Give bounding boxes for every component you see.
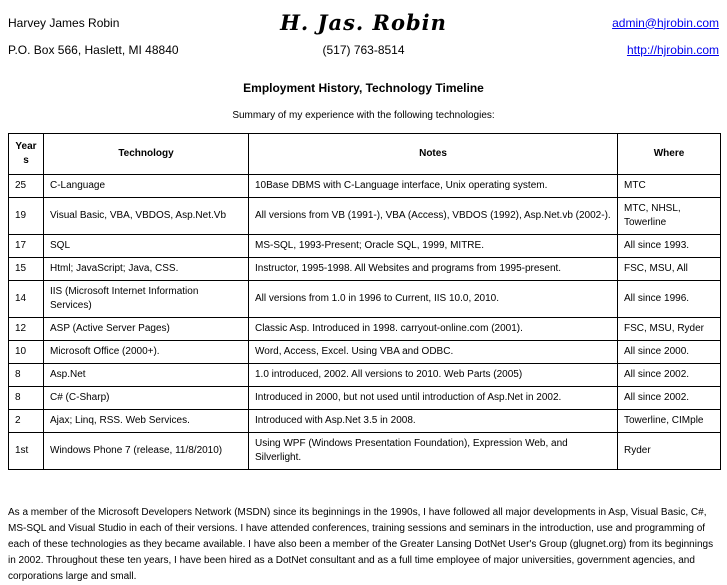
- cell-technology: Microsoft Office (2000+).: [44, 341, 249, 364]
- column-header-notes: Notes: [249, 134, 618, 175]
- contact-address: P.O. Box 566, Haslett, MI 48840: [8, 43, 179, 57]
- cell-notes: 10Base DBMS with C-Language interface, Unix operating system.: [249, 175, 618, 198]
- cell-technology: C# (C-Sharp): [44, 387, 249, 410]
- column-header-where: Where: [618, 134, 721, 175]
- cell-years: 10: [9, 341, 44, 364]
- cell-notes: MS-SQL, 1993-Present; Oracle SQL, 1999, MITRE.: [249, 235, 618, 258]
- table-header-row: [9, 134, 721, 175]
- table-row: [9, 198, 721, 235]
- cell-notes: Instructor, 1995-1998. All Websites and programs from 1995-present.: [249, 258, 618, 281]
- cell-years: 25: [9, 175, 44, 198]
- header-row-1: [8, 10, 719, 35]
- table-row: [9, 341, 721, 364]
- website-link[interactable]: http://hjrobin.com: [626, 43, 719, 57]
- header-row-2: [8, 43, 719, 57]
- cell-technology: SQL: [44, 235, 249, 258]
- cell-technology: Html; JavaScript; Java, CSS.: [44, 258, 249, 281]
- cell-technology: Visual Basic, VBA, VBDOS, Asp.Net.Vb: [44, 198, 249, 235]
- cell-years: 19: [9, 198, 44, 235]
- cell-notes: All versions from 1.0 in 1996 to Current, IIS 10.0, 2010.: [249, 281, 618, 318]
- column-header-technology: Technology: [44, 134, 249, 175]
- cell-technology: Asp.Net: [44, 364, 249, 387]
- cell-technology: Ajax; Linq, RSS. Web Services.: [44, 410, 249, 433]
- table-row: [9, 410, 721, 433]
- email-link[interactable]: admin@hjrobin.com: [612, 15, 719, 30]
- cell-notes: Using WPF (Windows Presentation Foundation), Expression Web, and Silverlight.: [249, 433, 618, 470]
- table-row: [9, 364, 721, 387]
- cell-where: All since 2002.: [618, 387, 721, 410]
- technology-table: [8, 133, 721, 470]
- table-row: [9, 433, 721, 470]
- cell-notes: All versions from VB (1991-), VBA (Access), VBDOS (1992), Asp.Net.vb (2002-).: [249, 198, 618, 235]
- cell-notes: Introduced in 2000, but not used until introduction of Asp.Net in 2002.: [249, 387, 618, 410]
- cell-technology: IIS (Microsoft Internet Information Services): [44, 281, 249, 318]
- table-row: [9, 235, 721, 258]
- cell-where: Towerline, CIMple: [618, 410, 721, 433]
- column-header-years: Years: [9, 134, 44, 175]
- cell-technology: ASP (Active Server Pages): [44, 318, 249, 341]
- table-row: [9, 318, 721, 341]
- contact-phone: (517) 763-8514: [322, 43, 405, 57]
- cell-where: FSC, MSU, All: [618, 258, 721, 281]
- signature: H. Jas. Robin: [280, 10, 447, 35]
- cell-where: FSC, MSU, Ryder: [618, 318, 721, 341]
- cell-years: 14: [9, 281, 44, 318]
- cell-notes: 1.0 introduced, 2002. All versions to 2010. Web Parts (2005): [249, 364, 618, 387]
- cell-where: MTC, NHSL, Towerline: [618, 198, 721, 235]
- table-row: [9, 258, 721, 281]
- cell-years: 1st: [9, 433, 44, 470]
- cell-where: All since 1993.: [618, 235, 721, 258]
- cell-years: 2: [9, 410, 44, 433]
- cell-technology: Windows Phone 7 (release, 11/8/2010): [44, 433, 249, 470]
- table-body: [9, 175, 721, 470]
- summary-paragraph: As a member of the Microsoft Developers Network (MSDN) since its beginnings in the 1990s, I have followed all major developments in Asp, Visual Basic, C#, MS-SQL and Visual Studio in each of their versions. I have attended conferences, training sessions and seminars in the introduction, use and programming of each of these technologies as they became available. I have also been a member of the Greater Lansing DotNet User's Group (glugnet.org) from its beginnings in 2002. Throughout these ten years, I have been hired as a DotNet consultant and as a full time employee of major universities, government agencies, and corporations large and small.: [8, 507, 714, 582]
- table-row: [9, 175, 721, 198]
- cell-where: Ryder: [618, 433, 721, 470]
- cell-where: MTC: [618, 175, 721, 198]
- cell-where: All since 1996.: [618, 281, 721, 318]
- cell-notes: Word, Access, Excel. Using VBA and ODBC.: [249, 341, 618, 364]
- cell-years: 8: [9, 364, 44, 387]
- page-title: Employment History, Technology Timeline: [243, 81, 484, 95]
- cell-technology: C-Language: [44, 175, 249, 198]
- table-row: [9, 387, 721, 410]
- cell-years: 8: [9, 387, 44, 410]
- table-row: [9, 281, 721, 318]
- page-subtitle: Summary of my experience with the following technologies:: [232, 110, 495, 121]
- header: [8, 10, 719, 57]
- cell-where: All since 2002.: [618, 364, 721, 387]
- cell-where: All since 2000.: [618, 341, 721, 364]
- cell-years: 17: [9, 235, 44, 258]
- cell-notes: Classic Asp. Introduced in 1998. carryout-online.com (2001).: [249, 318, 618, 341]
- cell-notes: Introduced with Asp.Net 3.5 in 2008.: [249, 410, 618, 433]
- contact-name: Harvey James Robin: [8, 15, 120, 30]
- cell-years: 12: [9, 318, 44, 341]
- cell-years: 15: [9, 258, 44, 281]
